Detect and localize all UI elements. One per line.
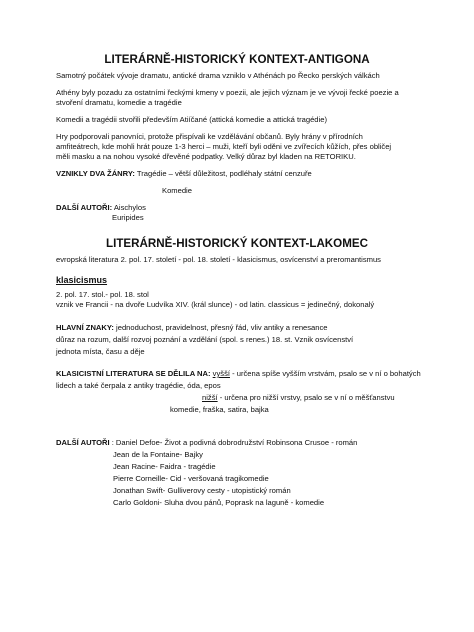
lakomec-author-1: : Daniel Defoe- Život a podivná dobrodružství Robinsona Crusoe - román xyxy=(109,438,358,447)
features-line-3: jednota místa, času a děje xyxy=(56,347,145,356)
antigona-title: LITERÁRNĚ-HISTORICKÝ KONTEXT-ANTIGONA xyxy=(104,53,370,66)
genres-text: Tragédie – větší důležitost, podléhaly státní cenzuře xyxy=(134,169,312,178)
klasicismus-heading xyxy=(56,275,107,286)
lakomec-author-6: Carlo Goldoni- Sluha dvou pánů, Poprask na laguně - komedie xyxy=(113,498,325,507)
lakomec-authors-label: DALŠÍ AUTOŘI xyxy=(56,438,110,447)
antigona-paragraph-2-line-2: stvoření dramatu, komedie a tragédie xyxy=(56,98,182,107)
antigona-paragraph-3: Komedii a tragédii stvořili především Atiíčané (attická komedie a attická tragédie) xyxy=(56,115,327,124)
division-high-text: - určena spíše vyšším vrstvám, psalo se v ní o bohatých xyxy=(229,369,421,378)
klasicismus-heading-text: klasicismus xyxy=(56,275,108,285)
lakomec-author-2: Jean de la Fontaine- Bajky xyxy=(113,450,203,459)
antigona-paragraph-4-line-1: Hry podporovali panovníci, protože přispívali ke vzdělávání občanů. Byly hrány v přírodních xyxy=(56,132,363,141)
lakomec-authors-line-1 xyxy=(56,438,357,448)
division-label: KLASICISTNÍ LITERATURA SE DĚLILA NA: xyxy=(56,369,211,378)
genres-second: Komedie xyxy=(162,186,192,195)
features-line-2: důraz na rozum, další rozvoj poznání a vzdělání (spol. s renes.) 18. st. Vznik osvícenství xyxy=(56,335,354,344)
antigona-authors-line xyxy=(56,203,146,213)
division-high-word: vyšší xyxy=(212,369,230,378)
klasicismus-line-2: vznik ve Francii - na dvoře Ludvíka XIV. (král slunce) - od latin. classicus = jedinečný, dokonalý xyxy=(56,300,375,309)
features-line-1 xyxy=(56,323,328,333)
genres-line xyxy=(56,169,312,179)
genres-label: VZNIKLY DVA ŽÁNRY: xyxy=(56,169,135,178)
antigona-paragraph-4-line-3: měli masku a na nohou vysoké dřevěné podpatky. Velký důraz byl kladen na RETORIKU. xyxy=(56,152,356,161)
klasicismus-line-1: 2. pol. 17. stol.- pol. 18. stol xyxy=(56,290,149,299)
division-low-word: nižší xyxy=(202,393,218,402)
lakomec-author-3: Jean Racine- Faidra - tragédie xyxy=(113,462,216,471)
antigona-paragraph-2-line-1: Athény byly pozadu za ostatními řeckými kmeny v poezii, ale jejich význam je ve vývoji řecké poezie a xyxy=(56,88,399,97)
antigona-author-2: Euripides xyxy=(112,213,144,222)
division-low-text: - určena pro nižší vrstvy, psalo se v ní o měšťanstvu xyxy=(217,393,395,402)
antigona-author-1: Aischylos xyxy=(113,203,146,212)
division-line-1 xyxy=(56,369,421,379)
division-high-line-2: lidech a také čerpala z antiky tragédie, óda, epos xyxy=(56,381,221,390)
lakomec-author-4: Pierre Corneille- Cid - veršovaná tragikomedie xyxy=(113,474,269,483)
features-text: jednoduchost, pravidelnost, přesný řád, vliv antiky a renesance xyxy=(113,323,328,332)
antigona-paragraph-1: Samotný počátek vývoje dramatu, antické drama vzniklo v Athénách po Řecko perských válkách xyxy=(56,71,380,80)
antigona-authors-label: DALŠÍ AUTOŘI: xyxy=(56,203,113,212)
division-low-line-1 xyxy=(202,393,395,403)
lakomec-author-5: Jonathan Swift- Gulliverovy cesty - utopistický román xyxy=(113,486,291,495)
division-low-line-2: komedie, fraška, satira, bajka xyxy=(170,405,269,414)
lakomec-intro: evropská literatura 2. pol. 17. století - pol. 18. století - klasicismus, osvícenství a preromantismus xyxy=(56,255,381,264)
features-label: HLAVNÍ ZNAKY: xyxy=(56,323,114,332)
antigona-paragraph-4-line-2: amfiteátrech, kde mohli hrát pouze 1-3 herci – muži, kteří byli oděni ve zvířecích kůžích, přes obličej xyxy=(56,142,392,151)
lakomec-title: LITERÁRNĚ-HISTORICKÝ KONTEXT-LAKOMEC xyxy=(106,237,368,250)
